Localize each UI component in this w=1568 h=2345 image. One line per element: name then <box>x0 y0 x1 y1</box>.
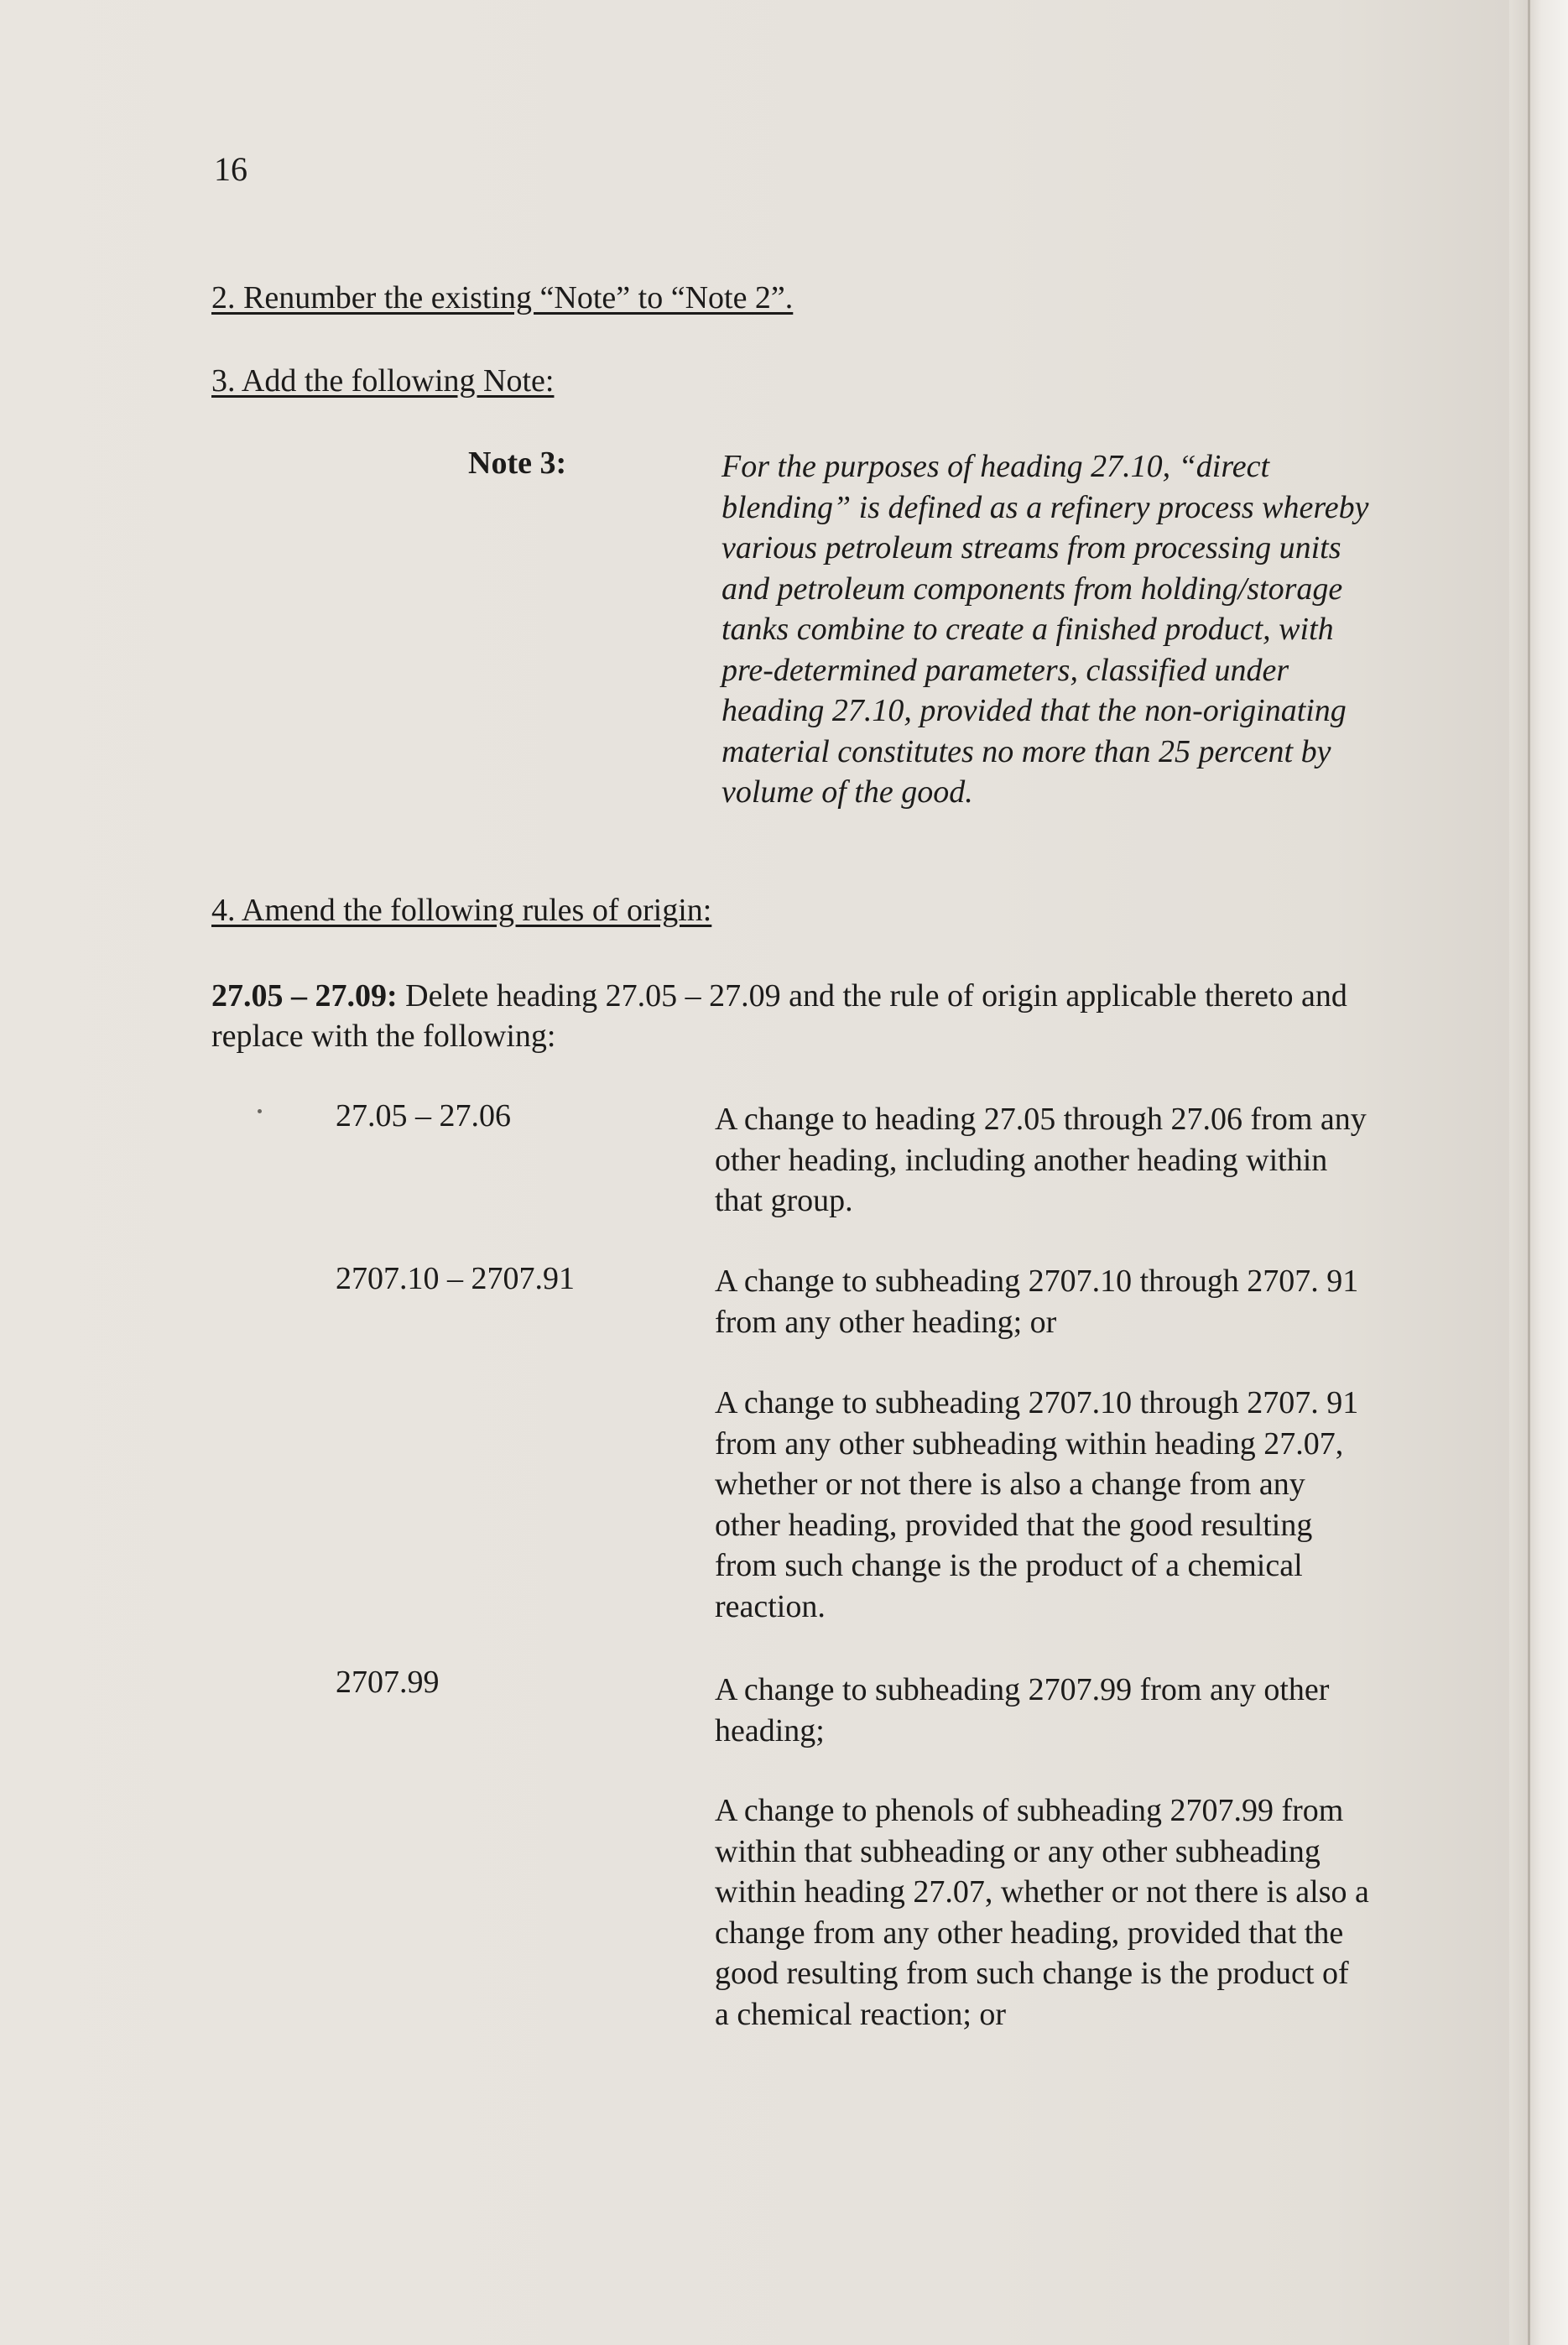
amendment-paragraph <box>211 976 1352 1056</box>
page-edge <box>1509 0 1568 2345</box>
page-edge-line <box>1528 0 1530 2345</box>
page-number: 16 <box>214 150 247 188</box>
rule-text: A change to phenols of subheading 2707.99 from within that subheading or any other subheading within heading 27.07, whether or not there is also a change from any other heading, provided that the good resulting from such change is the product of a chemical reaction; or <box>715 1793 1369 2032</box>
instruction-renumber-note: 2. Renumber the existing “Note” to “Note 2”. <box>211 280 794 315</box>
rule-heading: 2707.10 – 2707.91 <box>336 1261 575 1296</box>
instruction-amend-rules: 4. Amend the following rules of origin: <box>211 893 712 928</box>
note-label: Note 3: <box>468 446 567 481</box>
rule-text: A change to heading 27.05 through 27.06 from any other heading, including another heading within that group. <box>715 1102 1367 1218</box>
rule-text: A change to subheading 2707.10 through 2707. 91 from any other heading; or <box>715 1264 1359 1340</box>
instruction-add-note: 3. Add the following Note: <box>211 363 555 399</box>
margin-dot <box>258 1109 262 1113</box>
rule-heading: 2707.99 <box>336 1665 440 1700</box>
amendment-label: 27.05 – 27.09: <box>211 978 398 1014</box>
amendment-text: Delete heading 27.05 – 27.09 and the rule of origin applicable thereto and replace with the following: <box>211 978 1347 1054</box>
note-text: For the purposes of heading 27.10, “direct blending” is defined as a refinery process whereby various petroleum streams from processing units and petroleum components from holding/storage tanks combine to create a finished product, with pre-determined parameters, classified under heading 27.10, provided that the non-originating material constitutes no more than 25 percent by volume of the good. <box>721 449 1369 810</box>
rule-heading: 27.05 – 27.06 <box>336 1098 511 1133</box>
rule-text: A change to subheading 2707.99 from any other heading; <box>715 1672 1330 1748</box>
rule-text: A change to subheading 2707.10 through 2707. 91 from any other subheading within heading 27.07, whether or not there is also a change from any other heading, provided that the good resulting from such change is the product of a chemical reaction. <box>715 1385 1359 1624</box>
